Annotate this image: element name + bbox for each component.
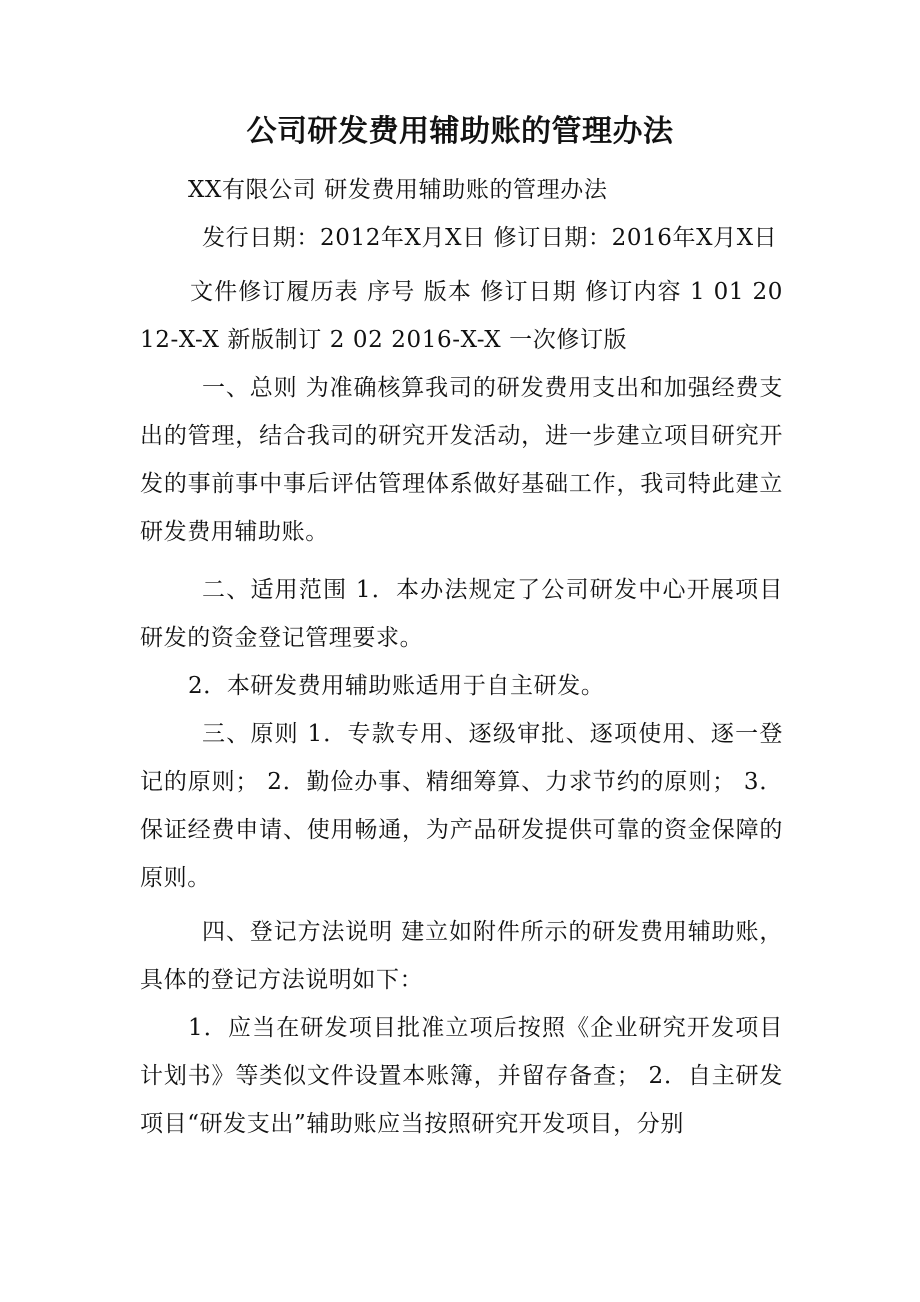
scope-paragraph: 二、适用范围 1．本办法规定了公司研发中心开展项目研发的资金登记管理要求。 — [140, 577, 783, 651]
scope-item-2-paragraph: 2．本研发费用辅助账适用于自主研发。 — [188, 673, 605, 699]
revision-history-paragraph: 文件修订履历表 序号 版本 修订日期 修订内容 1 01 2012-X-X 新版制订 2 02 2016-X-X 一次修订版 — [140, 279, 783, 353]
registration-method-paragraph: 四、登记方法说明 建立如附件所示的研发费用辅助账，具体的登记方法说明如下： — [140, 919, 783, 993]
document-title: 公司研发费用辅助账的管理办法 — [246, 114, 674, 149]
principles-paragraph: 三、原则 1．专款专用、逐级审批、逐项使用、逐一登记的原则； 2．勤俭办事、精细筹算、力求节约的原则； 3．保证经费申请、使用畅通，为产品研发提供可靠的资金保障的原则。 — [140, 721, 783, 891]
issue-date-paragraph: 发行日期：2012年X月X日 修订日期：2016年X月X日 — [202, 225, 778, 251]
company-heading-paragraph: XX有限公司 研发费用辅助账的管理办法 — [188, 177, 608, 203]
document-body — [140, 166, 783, 1148]
general-principles-paragraph: 一、总则 为准确核算我司的研发费用支出和加强经费支出的管理，结合我司的研究开发活动，进一步建立项目研究开发的事前事中事后评估管理体系做好基础工作，我司特此建立研发费用辅助账。 — [140, 375, 783, 545]
registration-steps-paragraph: 1．应当在研发项目批准立项后按照《企业研究开发项目计划书》等类似文件设置本账簿，并留存备查； 2．自主研发项目“研发支出”辅助账应当按照研究开发项目，分别 — [140, 1015, 783, 1137]
